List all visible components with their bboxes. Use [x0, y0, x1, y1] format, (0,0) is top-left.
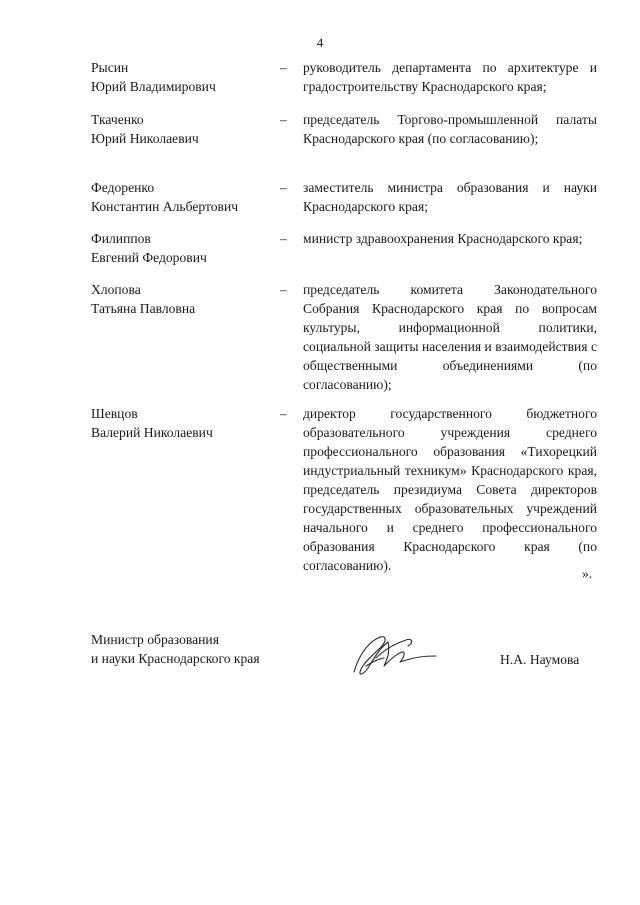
member-name	[91, 229, 276, 267]
dash-separator: –	[280, 231, 287, 246]
member-surname: Рысин	[91, 60, 129, 75]
dash-separator: –	[280, 180, 287, 195]
member-name	[91, 110, 276, 148]
member-name	[91, 58, 276, 96]
member-given-names: Евгений Федорович	[91, 250, 207, 265]
member-given-names: Татьяна Павловна	[91, 301, 196, 316]
handwritten-signature-icon	[348, 628, 438, 680]
member-role: председатель комитета Законодательного Собрания Краснодарского края по вопросам культуры, информационной политики, социальной защиты населения и взаимодействия с общественными объединениями (по согласованию);	[303, 282, 597, 392]
signer-title-line1: Министр образования	[91, 632, 219, 647]
dash-separator: –	[280, 112, 287, 127]
member-given-names: Юрий Николаевич	[91, 131, 199, 146]
closing-quote: ».	[582, 566, 593, 581]
signer-title	[91, 630, 351, 668]
dash-separator: –	[280, 282, 287, 297]
dash-separator: –	[280, 60, 287, 75]
signer-title-line2: и науки Краснодарского края	[91, 651, 260, 666]
member-surname: Филиппов	[91, 231, 151, 246]
member-role: директор государственного бюджетного образовательного учреждения среднего профессионального образования «Тихорецкий индустриальный техникум» Краснодарского края, председатель президиума Совета директоров государственных образовательных учреждений начального и среднего профессионального образования Краснодарского края (по согласованию).	[303, 406, 597, 573]
member-role: руководитель департамента по архитектуре и градостроительству Краснодарского края;	[303, 60, 597, 94]
member-given-names: Константин Альбертович	[91, 199, 239, 214]
member-surname: Федоренко	[91, 180, 155, 195]
member-role: заместитель министра образования и науки Краснодарского края;	[303, 180, 597, 214]
member-name	[91, 404, 276, 442]
signer-name: Н.А. Наумова	[500, 652, 580, 667]
member-surname: Шевцов	[91, 406, 138, 421]
member-given-names: Юрий Владимирович	[91, 79, 216, 94]
member-given-names: Валерий Николаевич	[91, 425, 213, 440]
member-surname: Хлопова	[91, 282, 141, 297]
member-name	[91, 178, 276, 216]
dash-separator: –	[280, 406, 287, 421]
member-name	[91, 280, 276, 318]
page-number: 4	[316, 35, 324, 50]
member-role: председатель Торгово-промышленной палаты Краснодарского края (по согласованию);	[303, 112, 597, 146]
member-surname: Ткаченко	[91, 112, 144, 127]
member-role: министр здравоохранения Краснодарского края;	[303, 231, 583, 246]
